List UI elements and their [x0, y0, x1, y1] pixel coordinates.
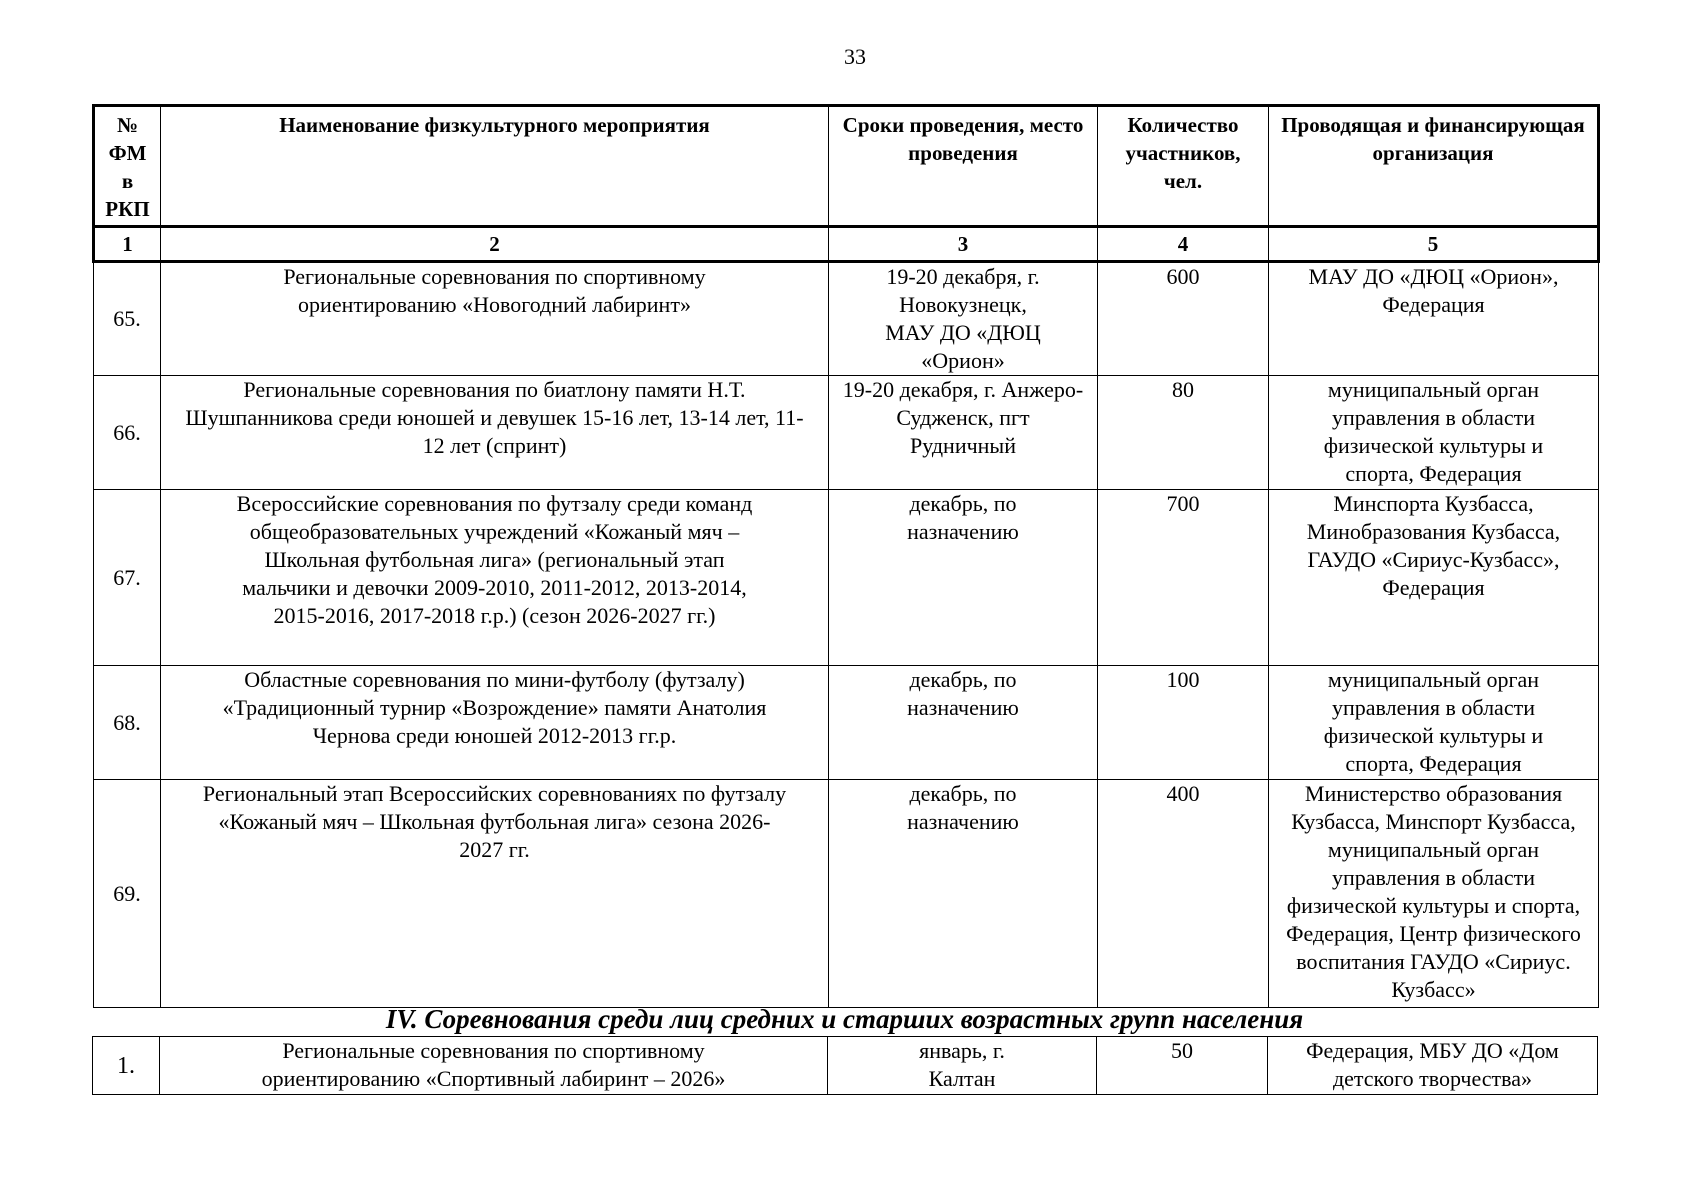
header-dates: Сроки проведения, место проведения: [829, 106, 1098, 227]
organization: муниципальный орган управления в области физической культуры и спорта, Федерация: [1269, 666, 1599, 780]
table-row: [94, 780, 1599, 1008]
table-row: [94, 376, 1599, 490]
header-count: Количество участников, чел.: [1098, 106, 1269, 227]
event-name: Региональные соревнования по спортивному ориентированию «Спортивный лабиринт – 2026»: [160, 1037, 828, 1095]
event-dates: январь, г. Калтан: [828, 1037, 1097, 1095]
participant-count: 400: [1098, 780, 1269, 1008]
header-num: № ФМ в РКП: [94, 106, 161, 227]
event-dates: декабрь, по назначению: [829, 490, 1098, 666]
event-dates: 19-20 декабря, г. Анжеро-Судженск, пгт Рудничный: [829, 376, 1098, 490]
header-org: Проводящая и финансирующая организация: [1269, 106, 1599, 227]
event-name: Региональные соревнования по спортивному ориентированию «Новогодний лабиринт»: [161, 262, 829, 376]
column-number: 5: [1269, 227, 1599, 262]
organization: МАУ ДО «ДЮЦ «Орион», Федерация: [1269, 262, 1599, 376]
column-number: 1: [94, 227, 161, 262]
event-dates: 19-20 декабря, г. Новокузнецк, МАУ ДО «ДЮЦ «Орион»: [829, 262, 1098, 376]
row-number: 65.: [94, 262, 161, 376]
row-number: 1.: [93, 1037, 160, 1095]
section-table: [92, 1036, 1598, 1095]
page-number: 33: [844, 44, 866, 69]
table-row: [94, 262, 1599, 376]
participant-count: 600: [1098, 262, 1269, 376]
column-number: 3: [829, 227, 1098, 262]
row-number: 67.: [94, 490, 161, 666]
column-number: 4: [1098, 227, 1269, 262]
table-row: [94, 666, 1599, 780]
table-row: [94, 490, 1599, 666]
table-row: [93, 1037, 1598, 1095]
events-table: [92, 104, 1600, 1008]
organization: Федерация, МБУ ДО «Дом детского творчества»: [1268, 1037, 1598, 1095]
participant-count: 50: [1097, 1037, 1268, 1095]
table-header-row: [94, 106, 1599, 227]
organization: муниципальный орган управления в области физической культуры и спорта, Федерация: [1269, 376, 1599, 490]
row-number: 66.: [94, 376, 161, 490]
event-name: Региональные соревнования по биатлону памяти Н.Т. Шушпанникова среди юношей и девушек 15-16 лет, 13-14 лет, 11-12 лет (спринт): [161, 376, 829, 490]
header-name: Наименование физкультурного мероприятия: [161, 106, 829, 227]
event-name: Областные соревнования по мини-футболу (футзалу) «Традиционный турнир «Возрождение» памяти Анатолия Чернова среди юношей 2012-2013 гг.р.: [161, 666, 829, 780]
organization: Министерство образования Кузбасса, Минспорт Кузбасса, муниципальный орган управления в области физической культуры и спорта, Федерация, Центр физического воспитания ГАУДО «Сириус. Кузбасс»: [1269, 780, 1599, 1008]
column-numbers-row: [94, 227, 1599, 262]
event-name: Всероссийские соревнования по футзалу среди команд общеобразовательных учреждений «Кожаный мяч – Школьная футбольная лига» (региональный этап мальчики и девочки 2009-2010, 2011-2012, 2013-2014, 2015-2016, 2017-2018 г.р.) (сезон 2026-2027 гг.): [161, 490, 829, 666]
participant-count: 100: [1098, 666, 1269, 780]
column-number: 2: [161, 227, 829, 262]
row-number: 68.: [94, 666, 161, 780]
participant-count: 700: [1098, 490, 1269, 666]
participant-count: 80: [1098, 376, 1269, 490]
event-name: Региональный этап Всероссийских соревнованиях по футзалу «Кожаный мяч – Школьная футбольная лига» сезона 2026-2027 гг.: [161, 780, 829, 1008]
organization: Минспорта Кузбасса, Минобразования Кузбасса, ГАУДО «Сириус-Кузбасс», Федерация: [1269, 490, 1599, 666]
event-dates: декабрь, по назначению: [829, 666, 1098, 780]
section-title: IV. Соревнования среди лиц средних и старших возрастных групп населения: [385, 1004, 1304, 1034]
row-number: 69.: [94, 780, 161, 1008]
event-dates: декабрь, по назначению: [829, 780, 1098, 1008]
